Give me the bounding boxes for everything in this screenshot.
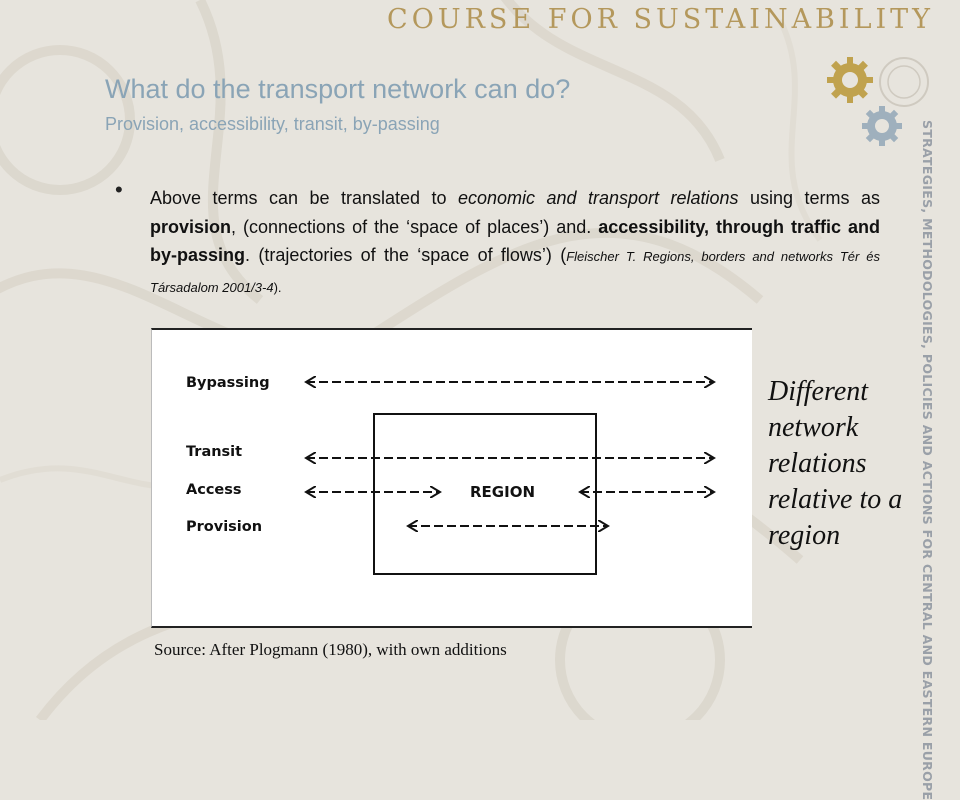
- bullet-text: using terms as: [738, 188, 881, 208]
- row-label-transit: Transit: [186, 444, 243, 460]
- network-relations-diagram: [151, 328, 752, 628]
- row-label-access: Access: [186, 482, 242, 498]
- source-caption: Source: After Plogmann (1980), with own additions: [154, 640, 507, 659]
- slide-subtitle: Provision, accessibility, transit, by-passing: [105, 114, 440, 134]
- side-note: Different network relations relative to a region: [768, 376, 903, 551]
- bullet-text: Above terms can be translated to: [150, 188, 458, 208]
- bullet-text: ).: [273, 279, 282, 295]
- course-title: COURSE FOR SUSTAINABILITY: [387, 4, 934, 35]
- row-label-provision: Provision: [186, 519, 263, 535]
- side-tagline: STRATEGIES, METHODOLOGIES, POLICIES AND ACTIONS FOR CENTRAL AND EASTERN EUROPE: [920, 120, 935, 800]
- bullet-paragraph: [150, 184, 880, 302]
- bullet-citation: Fleischer T. Regions, borders and networks Tér és Társadalom 2001/3-4: [150, 249, 880, 295]
- bullet-text: . (trajectories of the ‘space of flows’) (: [245, 245, 567, 265]
- bullet-text-italic: economic and transport relations: [457, 188, 739, 208]
- region-label: REGION: [470, 483, 535, 501]
- diagram-canvas: [152, 330, 752, 626]
- bullet-term-provision: provision: [150, 216, 232, 237]
- bullet-dot-icon: •: [115, 177, 123, 202]
- slide-title: What do the transport network can do?: [105, 74, 571, 104]
- bullet-text: , (connections of the ‘space of places’) and.: [231, 216, 599, 237]
- row-label-bypassing: Bypassing: [186, 375, 270, 391]
- bullet-term-accessibility: accessibility, through traffic and by-passing: [150, 216, 881, 265]
